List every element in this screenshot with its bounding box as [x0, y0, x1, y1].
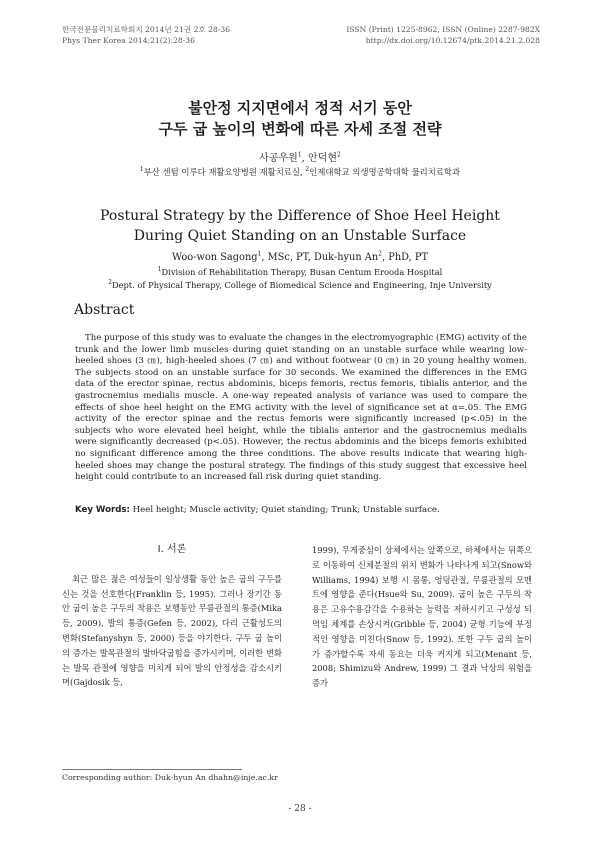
korean-author-sep: , [301, 153, 308, 164]
issn-line: ISSN (Print) 1225-8962, ISSN (Online) 2287-982X [346, 25, 540, 34]
english-title [0, 206, 600, 246]
keywords [75, 505, 535, 515]
footnote-divider [62, 769, 242, 770]
journal-citation-korean: 한국전문물리치료학회지 2014년 21권 2호 28-36 [62, 25, 231, 34]
korean-author-2-sup: 2 [336, 151, 341, 159]
english-author-1: Woo-won Sagong [172, 252, 258, 263]
english-affil-2-sup: 2 [108, 279, 112, 287]
korean-title [0, 98, 600, 140]
corresponding-author-footnote: Corresponding author: Duk-hyun An dhahn@inje.ac.kr [62, 773, 278, 782]
body-column-left [62, 543, 282, 690]
korean-title-line1: 불안정 지지면에서 정적 서기 동안 [188, 99, 412, 117]
korean-author-1-sup: 1 [297, 151, 302, 159]
english-affil-1-sup: 1 [157, 266, 162, 274]
english-affil-line1 [0, 266, 600, 279]
english-author-2-sup: 2 [378, 250, 382, 258]
intro-paragraph-left: 최근 많은 젊은 여성들이 일상생활 동안 높은 굽의 구두를 신는 것을 선호한다(Franklin 등, 1995). 그러나 장기간 동안 굽이 높은 구두의 착용은 보행동안 무릎관절의 통증(Mika 등, 2009), 발의 통증(Gefen 등, 2002), 다리 근활성도의 변화(Stefanyshyn 등, 2000) 등을 야기한다. 구두 굽 높이의 증가는 발목관절의 발바닥굽힘을 증가시키며, 이러한 변화는 발목 관절에 영향을 미치게 되어 발의 안정성을 감소시키며(Gajdosik 등, [62, 573, 282, 688]
body-column-right [312, 543, 532, 691]
english-title-line1: Postural Strategy by the Difference of Shoe Heel Height [100, 208, 500, 224]
korean-affil-2-sup: 2 [305, 166, 310, 174]
english-affil-1: Division of Rehabilitation Therapy, Busan Centum Erooda Hospital [161, 267, 443, 277]
keywords-list: Heel height; Muscle activity; Quiet standing; Trunk; Unstable surface. [129, 505, 440, 515]
page-number: - 28 - [288, 804, 312, 814]
section-heading-introduction: Ⅰ. 서론 [157, 544, 187, 555]
english-author-2-degrees: , PhD, PT [382, 252, 428, 263]
journal-citation-english: Phys Ther Korea 2014;21(2):28-36 [62, 36, 195, 45]
korean-authors [0, 149, 600, 164]
abstract-text: The purpose of this study was to evaluate the changes in the electromyographic (EMG) activity of the trunk and the lower limb muscles during quiet standing on an unstable surface while wearing low-heeled shoes (3 ㎝), high-heeled shoes (7 ㎝) and without footwear (0 ㎝) in 20 young healthy women. The subjects stood on an unstable surface for 30 seconds. We examined the differences in the EMG data of the erector spinae, rectus abdominis, biceps femoris, rectus femoris, tibialis anterior, and the gastrocnemius medialis muscle. A one-way repeated analysis of variance was used to compare the effects of shoe heel height on the EMG activity with the level of significance set at α=.05. The EMG activity of the erector spinae and the rectus femoris were significantly increased (p<.05) in the subjects who wore elevated heel height, while the tibialis anterior and the gastrocnemius medialis were significantly decreased (p<.05). However, the rectus abdominis and the biceps femoris exhibited no significant difference among the three conditions. The above results indicate that wearing high-heeled shoes may change the postural strategy. The findings of this study suggest that excessive heel height could contribute to an increased fall risk during quiet standing. [75, 333, 527, 483]
korean-affil-1-sup: 1 [139, 166, 144, 174]
journal-header-left [62, 24, 230, 46]
english-author-2: Duk-hyun An [313, 252, 379, 263]
korean-author-1: 사공우원 [259, 153, 298, 164]
korean-author-2: 안덕현 [308, 153, 337, 164]
korean-affiliations [0, 166, 600, 178]
korean-affil-1: 부산 센텀 이루다 재활요양병원 재활치료실, [143, 167, 306, 177]
english-affil-line2 [0, 279, 600, 292]
english-affiliations [0, 266, 600, 292]
korean-affil-2: 인제대학교 의생명공학대학 물리치료학과 [309, 167, 461, 177]
korean-title-line2: 구두 굽 높이의 변화에 따른 자세 조절 전략 [158, 120, 442, 138]
english-authors [0, 252, 600, 263]
english-author-1-degrees: , MSc, PT, [261, 252, 314, 263]
intro-paragraph-right: 1999), 무게중심이 상체에서는 앞쪽으로, 하체에서는 뒤쪽으로 이동하여 신체분절의 위치 변화가 나타나게 되고(Snow와 Williams, 1994) 보행 시 몸통, 엉덩관절, 무릎관절의 모멘트에 영향을 준다(Hsue와 Su, 2009). 굽이 높은 구두의 착용은 고유수용감각을 수용하는 능력을 저하시키고 구성성 되먹임 체계를 손상시켜(Gribble 등, 2004) 균형 기능에 부정적인 영향을 미친다(Snow 등, 1992). 또한 구두 굽의 높이가 증가할수록 자세 동요는 더욱 커지게 되고(Menant 등, 2008; Shimizu와 Andrew, 1999) 그 결과 낙상의 위험을 증가 [312, 545, 532, 689]
english-author-1-sup: 1 [257, 250, 262, 258]
abstract-heading: Abstract [74, 302, 135, 318]
journal-header-right [346, 24, 540, 46]
keywords-label: Key Words: [75, 505, 130, 515]
doi-link[interactable]: http://dx.doi.org/10.12674/ptk.2014.21.2.028 [365, 36, 540, 45]
english-title-line2: During Quiet Standing on an Unstable Surface [133, 228, 467, 244]
english-affil-2: Dept. of Physical Therapy, College of Biomedical Science and Engineering, Inje University [111, 280, 492, 290]
